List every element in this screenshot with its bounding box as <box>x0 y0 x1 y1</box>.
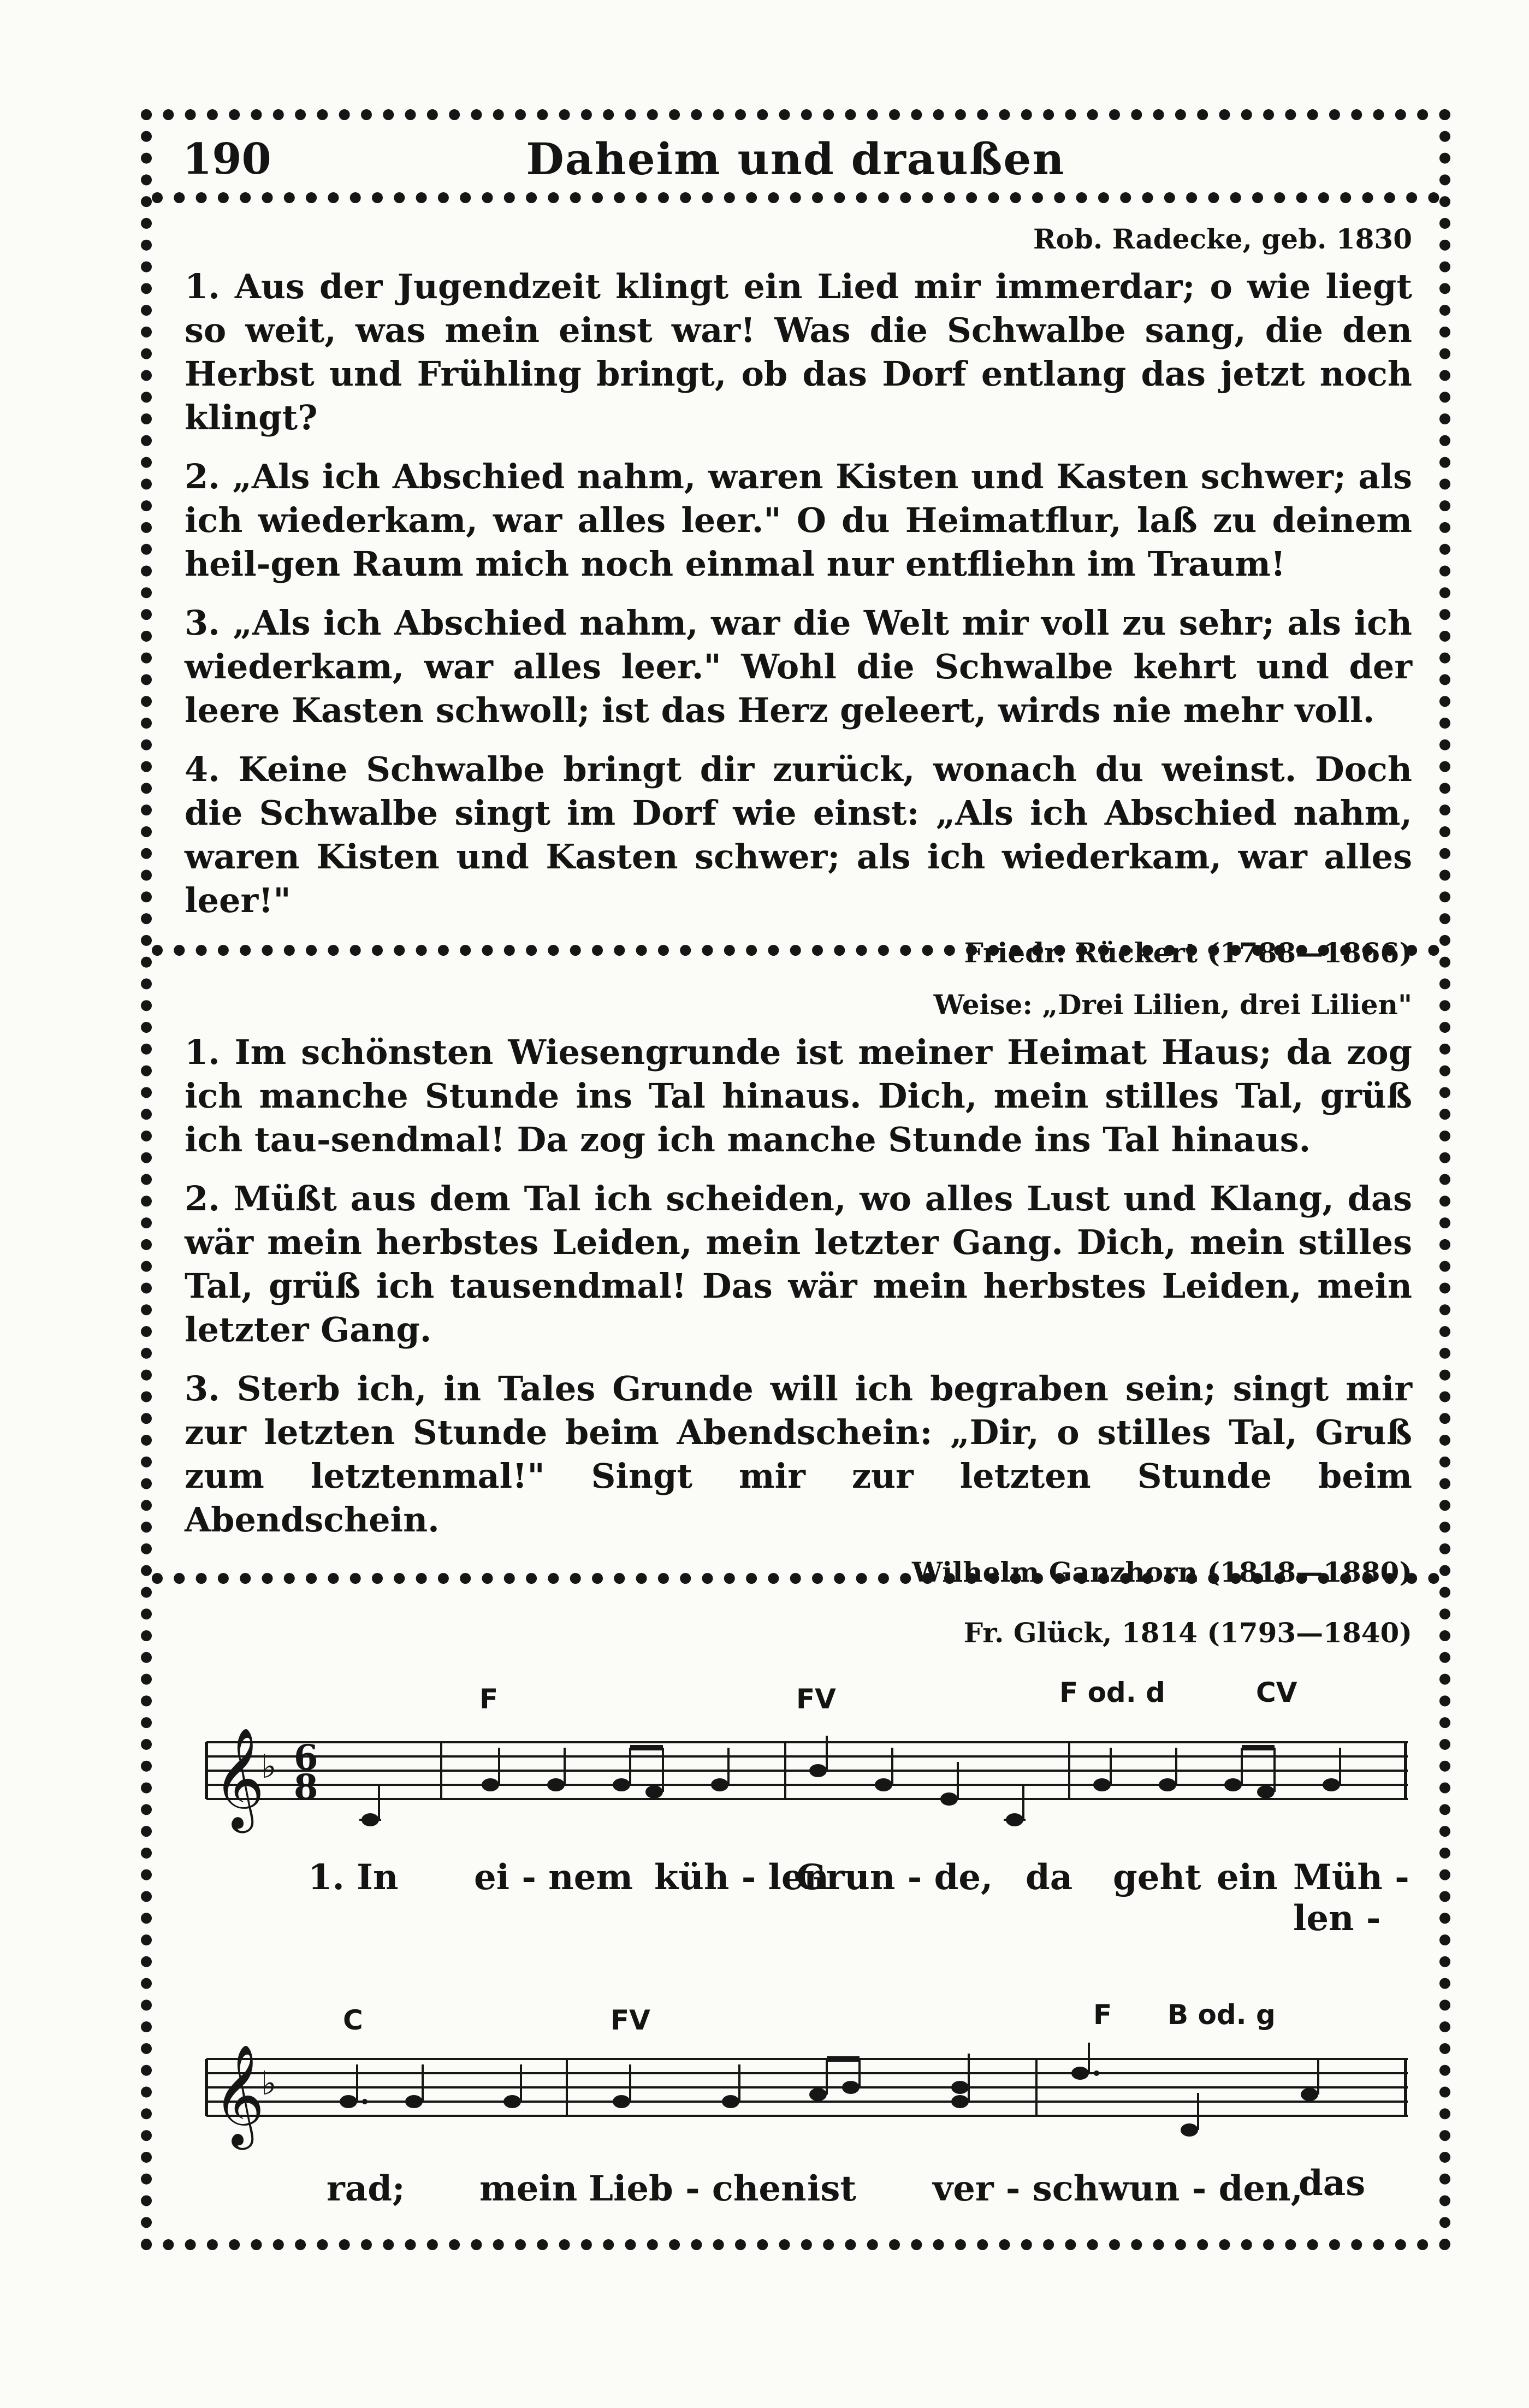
verse-2: 2. Müßt aus dem Tal ich scheiden, wo alles Lust und Klang, das wär mein herbstes Leiden, mein letzter Gang. Dich, mein stilles Tal, grüß ich tausendmal! Das wär mein herbstes Leiden, mein letzter Gang. <box>185 1179 1412 1350</box>
section-divider-2 <box>152 1573 1439 1584</box>
lyric-syllable: 1. In <box>308 1857 399 1898</box>
lyric-syllable: Müh - len - <box>1293 1857 1409 1939</box>
chord-symbol: FV <box>796 1683 836 1715</box>
section-divider-1 <box>152 945 1439 956</box>
lyric-syllable: da <box>1026 1857 1073 1898</box>
flat-sign-icon: ♭ <box>261 1748 277 1786</box>
treble-clef-icon: 𝄞 <box>213 2043 265 2145</box>
song-1 <box>185 223 1412 969</box>
lyric-syllable: ver - schwun - den, <box>933 2168 1303 2209</box>
song-2 <box>185 989 1412 1588</box>
composer-attribution: Rob. Radecke, geb. 1830 <box>1033 223 1412 255</box>
time-signature-bottom: 8 <box>294 1767 318 1808</box>
header-divider <box>152 192 1439 203</box>
note-heads <box>359 1764 1340 1826</box>
chord-symbol: F <box>479 1683 499 1715</box>
composer-attribution: Fr. Glück, 1814 (1793—1840) <box>963 1617 1412 1649</box>
verse-3: 3. „Als ich Abschied nahm, war die Welt mir voll zu sehr; als ich wiederkam, war alles leer." Wohl die Schwalbe kehrt und der leere Kasten schwoll; ist das Herz geleert, wirds nie mehr voll. <box>185 603 1412 730</box>
verse-4: 4. Keine Schwalbe bringt dir zurück, wonach du weinst. Doch die Schwalbe singt im Dorf wie einst: „Als ich Abschied nahm, waren Kisten und Kasten schwer; als ich wiederkam, war alles leer!" <box>185 749 1412 920</box>
page-number: 190 <box>182 134 271 184</box>
lyric-syllable: ein <box>1217 1857 1278 1898</box>
lyric-syllable: mein <box>479 2168 578 2209</box>
verse-2: 2. „Als ich Abschied nahm, waren Kisten und Kasten schwer; als ich wiederkam, war alles leer." O du Heimatflur, laß zu deinem heil-gen Raum mich noch einmal nur entfliehn im Traum! <box>185 457 1412 584</box>
verse-3: 3. Sterb ich, in Tales Grunde will ich begraben sein; singt mir zur letzten Stunde beim Abendschein: „Dir, o stilles Tal, Gruß zum letztenmal!" Singt mir zur letzten Stunde beim Abendschein. <box>185 1369 1412 1540</box>
time-signature-top: 6 <box>294 1737 318 1778</box>
lyric-syllable: Grun - de, <box>796 1857 993 1898</box>
chord-symbol: B od. g <box>1168 1999 1276 2031</box>
lyric-syllable: Lieb - chen <box>589 2168 807 2209</box>
running-title: Daheim und draußen <box>526 133 1065 185</box>
lyric-syllable: küh - len <box>654 1857 829 1898</box>
chord-symbol: F od. d <box>1059 1677 1165 1708</box>
music-staff-1 <box>185 1726 1412 1851</box>
lyric-syllable: ei - nem <box>474 1857 633 1898</box>
verse-1: 1. Aus der Jugendzeit klingt ein Lied mir immerdar; o wie liegt so weit, was mein einst war! Was die Schwalbe sang, die den Herbst und Frühling bringt, ob das Dorf entlang das jetzt noch klingt? <box>185 267 1412 437</box>
chord-symbol: CV <box>1256 1677 1297 1708</box>
lyric-syllable: das <box>1299 2163 1366 2204</box>
lyric-syllable: geht <box>1113 1857 1201 1898</box>
song-3 <box>185 1617 1412 2228</box>
verse-1: 1. Im schönsten Wiesengrunde ist meiner Heimat Haus; da zog ich manche Stunde ins Tal hinaus. Dich, mein stilles Tal, grüß ich tau-sendmal! Da zog ich manche Stunde ins Tal hinaus. <box>185 1032 1412 1159</box>
music-staff-2 <box>185 2043 1412 2168</box>
flat-sign-icon: ♭ <box>261 2064 277 2103</box>
chord-symbol: FV <box>611 2004 650 2036</box>
treble-clef-icon: 𝄞 <box>213 1726 265 1829</box>
melody-attribution: Weise: „Drei Lilien, drei Lilien" <box>933 989 1412 1021</box>
author-attribution: Friedr. Rückert (1788—1866) <box>964 937 1412 969</box>
author-attribution: Wilhelm Ganzhorn (1818—1880) <box>911 1556 1412 1588</box>
chord-symbol: F <box>1093 1999 1112 2031</box>
lyric-syllable: ist <box>807 2168 856 2209</box>
chord-symbol: C <box>343 2004 363 2036</box>
page-header <box>152 127 1439 191</box>
lyric-syllable: rad; <box>327 2168 405 2209</box>
